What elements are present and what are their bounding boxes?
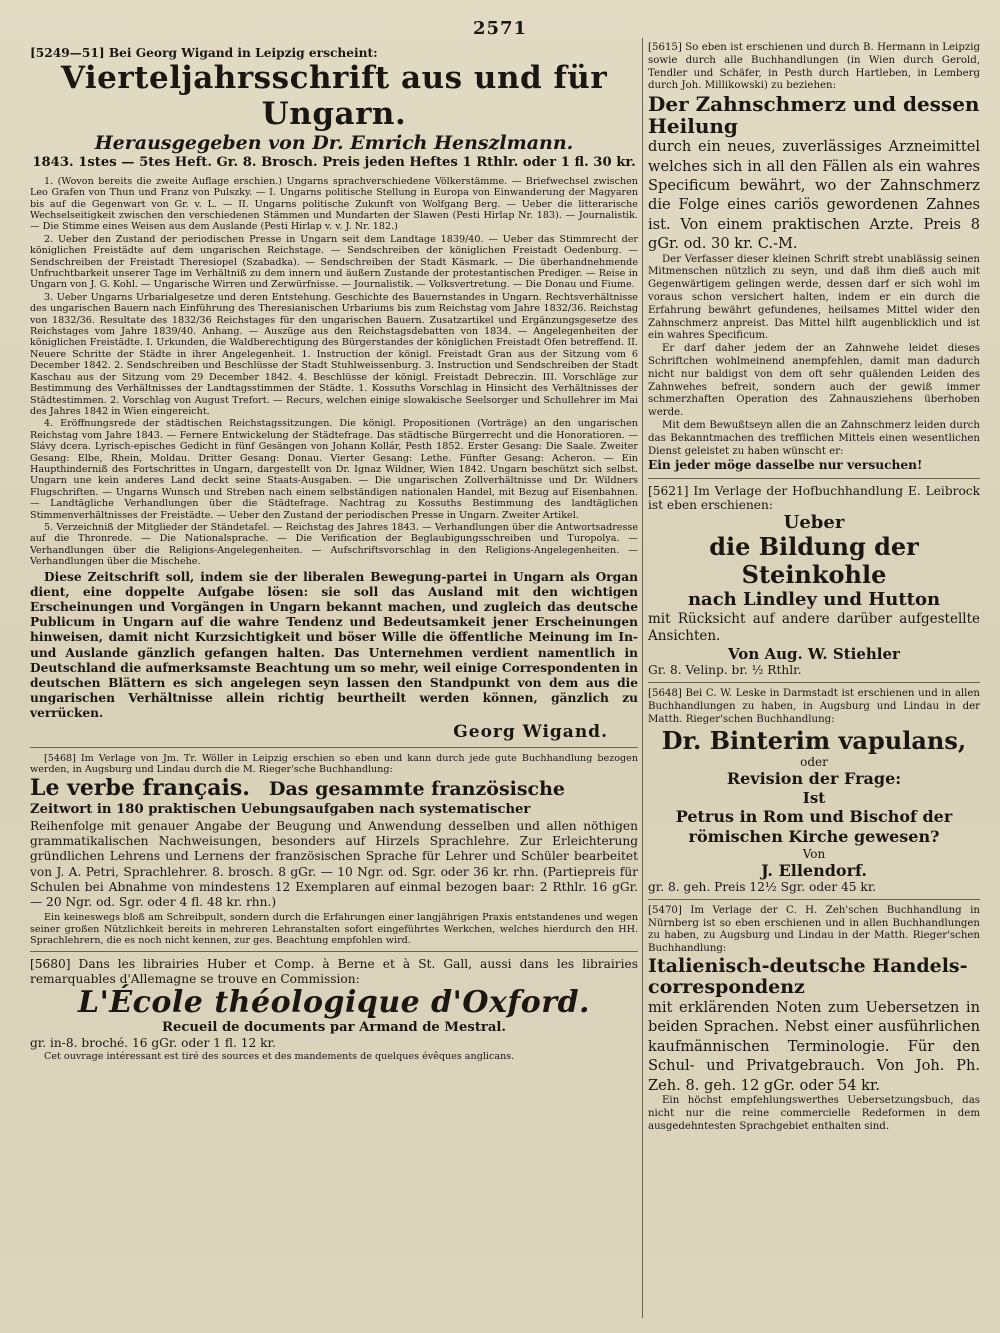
contents-item-4: 4. Eröffnungsrede der städtischen Reichstagssitzungen. Die königl. Propositionen (Vorträge) an den ungarischen Reichstag vom Jahre 1843. — Fernere Entwickelung der Städtefrage. Das städtische Bürgerrecht und die Honoratioren. — Slávy dcera. Lyrisch-episches Gedicht in fünf Gesängen von Johann Kollár, Pesth 1852. Erster Gesang: Die Saale. Zweiter Gesang: Elbe, Rhein, Moldau. Dritter Gesang: Donau. Vierter Gesang: Lethe. Fünfter Gesang: Acheron. — Ein Haupthinderniß des Fortschrittes in Ungarn, dargestellt von Dr. Ignaz Wildner, Wien 1842. Ungarn beschützt sich selbst. Ungarn une kein anderes Land deckt seine Staats-Ausgaben. — Die ungarischen Zollverhältnisse und Dr. Wildners Flugschriften. — Ungarns Wunsch und Streben nach einem selbständigen nationalen Handel, mit Bezug auf Eisenbahnen. — Landtägliche Verhandlungen über die Städtefrage. Nachtrag zu Kossuths Bestimmung des landtäglichen Stimmenverhältnisses der Freistädte. — Ueber den Zustand der periodischen Presse in Ungarn. Zweiter Artikel. <box>30 418 638 521</box>
ad-steinkohle <box>648 484 980 678</box>
ad-header: [5680] Dans les librairies Huber et Comp. à Berne et à St. Gall, aussi dans les librairies remarquables d'Allemagne se trouve en Commission: <box>30 957 638 986</box>
ad-header: [5249—51] Bei Georg Wigand in Leipzig erscheint: <box>30 46 378 60</box>
ad-title-1: Der Zahnschmerz und dessen <box>648 92 980 117</box>
ad-header: [5648] Bei C. W. Leske in Darmstadt ist erschienen und in allen Buchhandlungen zu haben, in Augsburg und Lindau in der Matth. Rieger'schen Buchhandlung: <box>648 688 980 725</box>
left-column <box>30 40 638 1325</box>
page-number: 2571 <box>472 18 528 39</box>
ad-header: [5470] Im Verlage der C. H. Zeh'schen Buchhandlung in Nürnberg ist so eben erschienen und in allen Buchhandlungen zu haben, zu Augsburg und Lindau in der Matth. Rieger'schen Buchhandlung: <box>648 904 980 955</box>
ad-title: Vierteljahrsschrift aus und für Ungarn. <box>60 60 608 133</box>
ad-title-2: correspondenz <box>648 975 805 998</box>
title-german-2: Zeitwort in 180 praktischen Uebungsaufgaben nach systematischer <box>30 802 531 818</box>
ad-price: Gr. 8. Velinp. br. ½ Rthlr. <box>648 662 802 677</box>
contents-item-5: 5. Verzeichniß der Mitglieder der Ständetafel. — Reichstag des Jahres 1843. — Verhandlungen über die Antwortsadresse auf die Thronrede. — Die Nationalsprache. — Die Verification der Beglaubigungsschreiben und Turopolya. — Verhandlungen über die Religions-Angelegenheiten. — Aufschriftsvorschlag in den Religions-Angelegenheiten. — Verhandlungen über die Mischehe. <box>30 521 638 568</box>
ad-title-1: Italienisch-deutsche Handels- <box>648 954 968 977</box>
ad-body: mit erklärenden Noten zum Uebersetzen in beiden Sprachen. Nebst einer ausführlichen kaufmännischen Terminologie. Für den Schul- und Privatgebrauch. Von Joh. Ph. Zeh. 8. geh. 12 gGr. oder 54 kr. <box>648 998 980 1094</box>
ad-author: Von Aug. W. Stiehler <box>728 644 900 663</box>
title-german: Das gesammte französische <box>269 778 566 801</box>
ad-closing: Ein jeder möge dasselbe nur versuchen! <box>648 458 923 473</box>
ad-ueber: Ueber <box>783 511 845 533</box>
ad-oder: oder <box>800 754 828 769</box>
ad-author: J. Ellendorf. <box>761 860 867 880</box>
ad-zahnschmerz <box>648 42 980 473</box>
ad-body: Reihenfolge mit genauer Angabe der Beugung und Anwendung desselben und allen nöthigen grammatikalischen Nachweisungen, besonders auf Hirzels Sprachlehre. Zur Erleichterung gründlichen Lehrens und Lernens der französischen Sprache für Lehrer und Schüler bearbeitet von J. A. Petri, Sprachlehrer. 8. brosch. 8 gGr. — 10 Ngr. od. Sgr. oder 36 kr. rhn. (Partiepreis für Schulen bei Abnahme von mindestens 12 Exemplaren auf einmal bezogen baar: 2 Rthlr. 16 gGr. — 20 Ngr. od. Sgr. oder 4 fl. 48 kr. rhn.) <box>30 819 638 910</box>
ad-title: Dr. Binterim vapulans, <box>661 725 967 755</box>
divider <box>30 747 638 748</box>
ad-header: [5615] So eben ist erschienen und durch B. Hermann in Leipzig sowie durch alle Buchhandlungen (in Wien durch Gerold, Tendler und Schäfer, in Pesth durch Hartleben, in Lemberg durch Joh. Millikowski) zu beziehen: <box>648 42 980 92</box>
ad-ist: Ist <box>802 788 826 807</box>
ad-verbe-francais <box>30 753 638 947</box>
ad-note: Ein höchst empfehlungswerthes Uebersetzungsbuch, das nicht nur die reine commercielle Redeformen in dem ausgedehntesten Sprachgebiet enthalten sind. <box>648 1095 980 1132</box>
divider <box>648 478 980 479</box>
column-divider <box>642 38 643 1318</box>
ad-header: [5621] Im Verlage der Hofbuchhandlung E. Leibrock ist eben erschienen: <box>648 483 980 512</box>
ad-body: Diese Zeitschrift soll, indem sie der liberalen Bewegung-partei in Ungarn als Organ dient, eine doppelte Aufgabe lösen: sie soll das Ausland mit den wichtigen Erscheinungen und Vorgängen in Ungarn bekannt machen, und zugleich das deutsche Publicum in Ungarn auf die wahre Tendenz und Bedeutsamkeit jener Erscheinungen hinweisen, damit nicht Kurzsichtigkeit und böser Wille die öffentliche Meinung im In- und Auslande gänzlich gefangen halten. Das Unternehmen verdient namentlich in Deutschland die aufmerksamste Beachtung um so mehr, weil einige Correspondenten in deutschen Blättern es sich angelegen seyn lassen den Standpunkt von dem aus die ungarischen Verhältnisse allein richtig beurtheilt werden können, gänzlich zu verrücken. <box>30 569 638 721</box>
ad-body: durch ein neues, zuverlässiges Arzneimittel welches sich in all den Fällen als ein wahres Specificum bewährt, wo der Zahnschmerz die Folge eines cariös gewordenen Zahnes ist. Von einem praktischen Arzte. Preis 8 gGr. od. 30 kr. C.-M. <box>648 138 980 253</box>
ad-paragraph-3: Mit dem Bewußtseyn allen die an Zahnschmerz leiden durch das Bekanntmachen des trefflichen Mittels einen wesentlichen Dienst geleistet zu haben wünscht er: <box>648 419 980 457</box>
ad-vierteljahrsschrift <box>30 46 638 742</box>
ad-body: mit Rücksicht auf andere darüber aufgestellte Ansichten. <box>648 610 980 644</box>
ad-editor: Herausgegeben von Dr. Emrich Henszlmann. <box>94 132 574 155</box>
title-french: Le verbe français. <box>30 775 250 802</box>
ad-paragraph-1: Der Verfasser dieser kleinen Schrift strebt unablässig seinen Mitmenschen nützlich zu seyn, und daß ihm dieß auch mit Gegenwärtigem gelingen werde, dessen darf er sich wohl im voraus schon versichert halten, indem er ein durch die Erfahrung bewährt gefundenes, heilsames Mittel wider den Zahnschmerz anpreist. Das Mittel hilft augenblicklich und ist ein wahres Specificum. <box>648 253 980 342</box>
contents-item-3: 3. Ueber Ungarns Urbarialgesetze und deren Entstehung. Geschichte des Bauernstandes in Ungarn. Rechtsverhältnisse des ungarischen Bauern nach Einführung des Theresianischen Urbariums bis zum Reichstag vom Jahre 1832/36. Reichstag von 1832/36. Resultate des 1832/36 Reichstages für den ungarischen Bauern. Zusatzartikel und Ergänzungsgesetze des Reichstages vom Jahre 1839/40. Anhang. — Auszüge aus den Reichstagsdebatten von 1834. — Angelegenheiten der königlichen Freistädte. I. Urkunden, die Waldberechtigung des Bürgerstandes der königlichen Freistadt Ofen betreffend. II. Neuere Schritte der Städte in ihrer Angelegenheit. 1. Instruction der königl. Freistadt Gran aus der Sitzung vom 6 December 1842. 2. Sendschreiben und Beschlüsse der Stadt Stuhlweissenburg. 3. Instruction und Sendschreiben der Stadt Kaschau aus der Sitzung vom 29 December 1842. 4. Beschlüsse der königl. Freistadt Debreczin. III. Vorschläge zur Bestimmung des Verhältnisses der Landtagsstimmen der Städte. 1. Kossuths Vorschlag in Hinsicht des Verhältnisses der Städtestimmen. 2. Vorschlag von August Trefort. — Recurs, welchen einige slowakische Seelsorger und Schullehrer im Mai des Jahres 1842 in Wien eingereicht. <box>30 291 638 417</box>
ad-title-2: Heilung <box>648 114 738 139</box>
ad-binterim <box>648 688 980 894</box>
ad-revision: Revision der Frage: <box>726 768 902 788</box>
ad-von: Von <box>802 846 826 861</box>
contents-item-2: 2. Ueber den Zustand der periodischen Presse in Ungarn seit dem Landtage 1839/40. — Ueber das Stimmrecht der königlichen Freistädte auf dem ungarischen Reichstage. — Sendschreiben der königlichen Freistadt Oedenburg. — Sendschreiben der Freistadt Theresiopel (Szabadka). — Sendschreiben der Stadt Käsmark. — Die überhandnehmende Unfruchtbarkeit unserer Tage im Verhältniß zu dem innern und äußern Zustande der protestantischen Prediger. — Reise in Ungarn von J. G. Kohl. — Ungarische Wirren und Zerwürfnisse. — Journalistik. — Volksvertretung. — Die Donau und Fiume. <box>30 233 638 291</box>
divider <box>30 951 638 952</box>
ad-title-2-wrap <box>648 977 980 998</box>
divider <box>648 899 980 900</box>
ad-title: die Bildung der Steinkohle <box>709 531 919 589</box>
ad-price: gr. in-8. broché. 16 gGr. oder 1 fl. 12 kr. <box>30 1036 276 1051</box>
ad-paragraph-2: Er darf daher jedem der an Zahnwehe leidet dieses Schriftchen wohlmeinend anempfehlen, damit man dadurch nicht nur baldigst von dem oft sehr quälenden Leiden des Zahnwehes befreit, sondern auch der gewiß immer schmerzhaften Operation des Zahnausziehens überhoben werde. <box>648 343 980 419</box>
ad-title: L'École théologique d'Oxford. <box>77 984 591 1020</box>
ad-title <box>30 775 638 802</box>
ad-header: [5468] Im Verlage von Jm. Tr. Wöller in Leipzig erschien so eben und kann durch jede gute Buchhandlung bezogen werden, in Augsburg und Lindau durch die M. Rieger'sche Buchhandlung: <box>30 752 638 776</box>
ad-subtitle: Recueil de documents par Armand de Mestral. <box>161 1019 507 1035</box>
ad-signature: Georg Wigand. <box>453 721 608 742</box>
ad-title-2-wrap <box>648 115 980 137</box>
ad-title-2: nach Lindley und Hutton <box>687 588 941 610</box>
ad-ecole-oxford <box>30 957 638 1062</box>
divider <box>648 682 980 683</box>
ad-edition: 1843. 1stes — 5tes Heft. Gr. 8. Brosch. Preis jeden Heftes 1 Rthlr. oder 1 fl. 30 kr. <box>32 155 636 171</box>
ad-price: gr. 8. geh. Preis 12½ Sgr. oder 45 kr. <box>648 879 877 894</box>
ad-note: Cet ouvrage intéressant est tiré des sources et des mandements de quelques évêques anglicans. <box>44 1050 515 1062</box>
right-column <box>648 40 980 1325</box>
ad-question-2: römischen Kirche gewesen? <box>688 826 940 846</box>
ad-handelscorrespondenz <box>648 905 980 1134</box>
contents-item-1: 1. (Wovon bereits die zweite Auflage erschien.) Ungarns sprachverschiedene Völkerstämme. — Briefwechsel zwischen Leo Grafen von Thun und Franz von Pulszky. — I. Ungarns politische Stellung in Europa von Einwanderung der Magyaren bis auf die Gegenwart von Gr. v. L. — II. Ungarns politische Zukunft von Wolfgang Berg. — Ueber die litterarische Wechselseitigkeit zwischen den verschiedenen Stämmen und Mundarten der Slawen (Pesti Hirlap Nr. 183). — Journalistik. — Die Stimme eines Weisen aus dem Auslande (Pesti Hirlap v. v. J. Nr. 182.) <box>30 175 638 233</box>
ad-question-1: Petrus in Rom und Bischof der <box>675 806 953 826</box>
ad-note: Ein keineswegs bloß am Schreibpult, sondern durch die Erfahrungen einer langjährigen Praxis entstandenes und wegen seiner großen Nützlichkeit bereits in mehreren Lehranstalten sofort eingeführtes Werkchen, welches hierdurch den HH. Sprachlehrern, die es noch nicht kennen, zur ges. Beachtung empfohlen wird. <box>30 912 638 947</box>
